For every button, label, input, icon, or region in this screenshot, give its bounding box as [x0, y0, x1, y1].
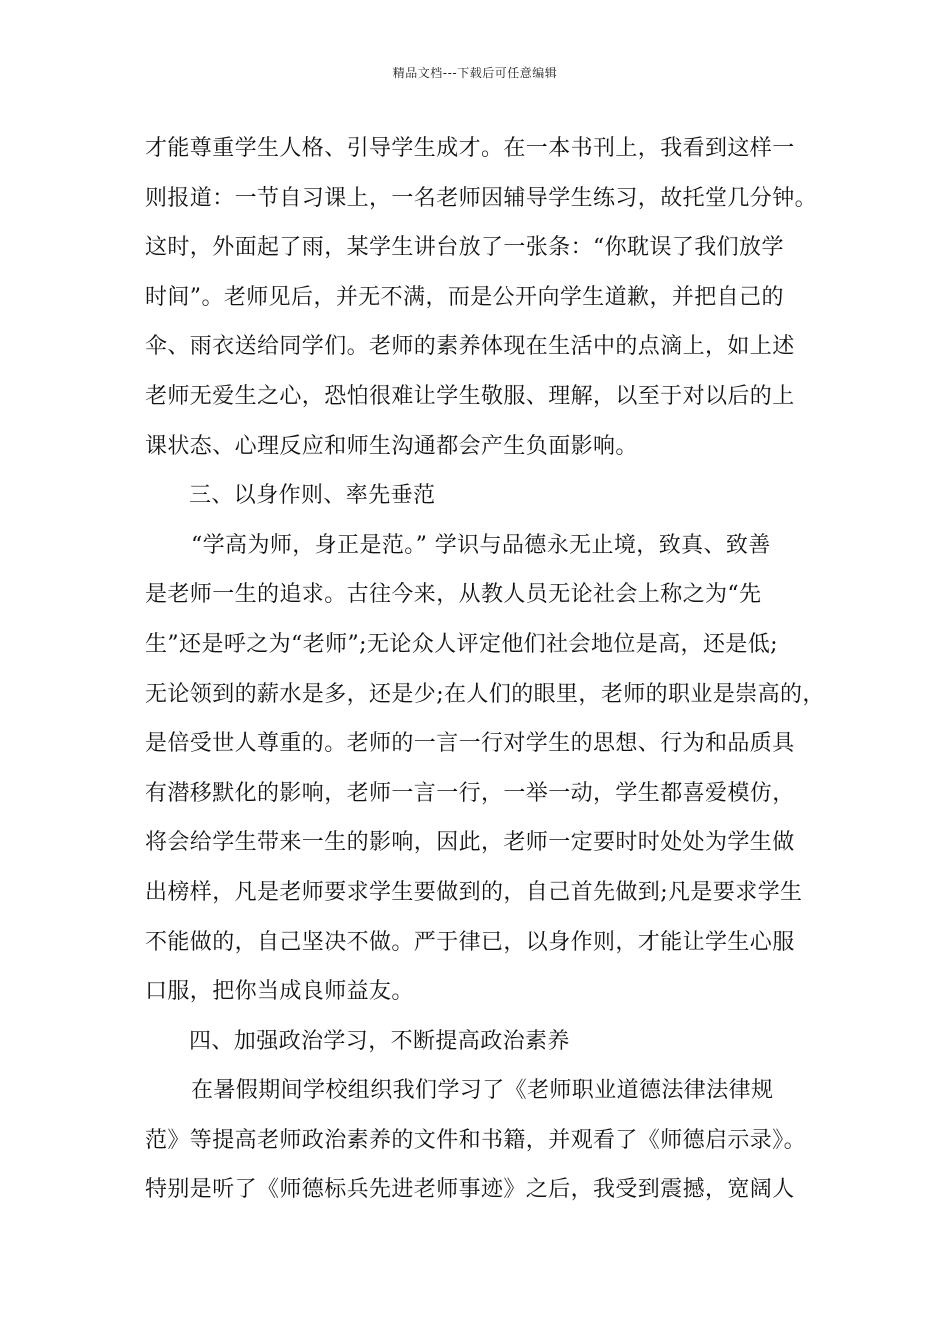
- text-line: “学高为师，身正是范。” 学识与品德永无止境，致真、致善: [191, 532, 771, 558]
- text-line: 才能尊重学生人格、引导学生成才。在一本书刊上，我看到这样一: [145, 136, 795, 161]
- text-line: 不能做的，自己坚决不做。严于律已，以身作则，才能让学生心服: [145, 929, 795, 955]
- text-line: 口服，把你当成良师益友。: [145, 979, 414, 1005]
- page-header: 精品文档---下载后可任意编辑: [392, 66, 558, 80]
- text-line: 这时，外面起了雨，某学生讲台放了一张条：“你耽误了我们放学: [145, 235, 784, 261]
- text-line: 则报道：一节自习课上，一名老师因辅导学生练习，故托堂几分钟。: [145, 185, 818, 211]
- text-line: 有潜移默化的影响，老师一言一行，一举一动，学生都喜爱模仿，: [145, 780, 795, 806]
- text-line: 老师无爱生之心，恐怕很难让学生敬服、理解，以至于对以后的上: [145, 383, 795, 409]
- text-line: 伞、雨衣送给同学们。老师的素养体现在生活中的点滴上，如上述: [145, 334, 795, 360]
- text-line: 生”还是呼之为“老师”;无论众人评定他们社会地位是高，还是低;: [145, 631, 778, 657]
- text-line: 在暑假期间学校组织我们学习了《老师职业道德法律法律规: [191, 1078, 774, 1104]
- text-line: 是倍受世人尊重的。老师的一言一行对学生的思想、行为和品质具: [145, 731, 795, 757]
- text-line: 时间”。老师见后，并无不满，而是公开向学生道歉，并把自己的: [145, 284, 784, 310]
- text-line: 将会给学生带来一生的影响，因此，老师一定要时时处处为学生做: [145, 830, 795, 856]
- text-line: 特别是听了《师德标兵先进老师事迹》之后，我受到震撼，宽阔人: [145, 1177, 795, 1203]
- text-line: 出榜样，凡是老师要求学生要做到的，自己首先做到;凡是要求学生: [145, 879, 803, 905]
- section-heading: 三、以身作则、率先垂范: [189, 483, 436, 509]
- body-text: [145, 129, 825, 1220]
- text-line: 是老师一生的追求。古往今来，从教人员无论社会上称之为“先: [145, 582, 762, 608]
- text-line: 无论领到的薪水是多，还是少;在人们的眼里，老师的职业是崇高的，: [145, 681, 825, 707]
- section-heading: 四、加强政治学习，不断提高政治素养: [189, 1028, 570, 1054]
- text-line: 范》等提高老师政治素养的文件和书籍，并观看了《师德启示录》。: [145, 1127, 807, 1153]
- text-line: 课状态、心理反应和师生沟通都会产生负面影响。: [145, 433, 638, 459]
